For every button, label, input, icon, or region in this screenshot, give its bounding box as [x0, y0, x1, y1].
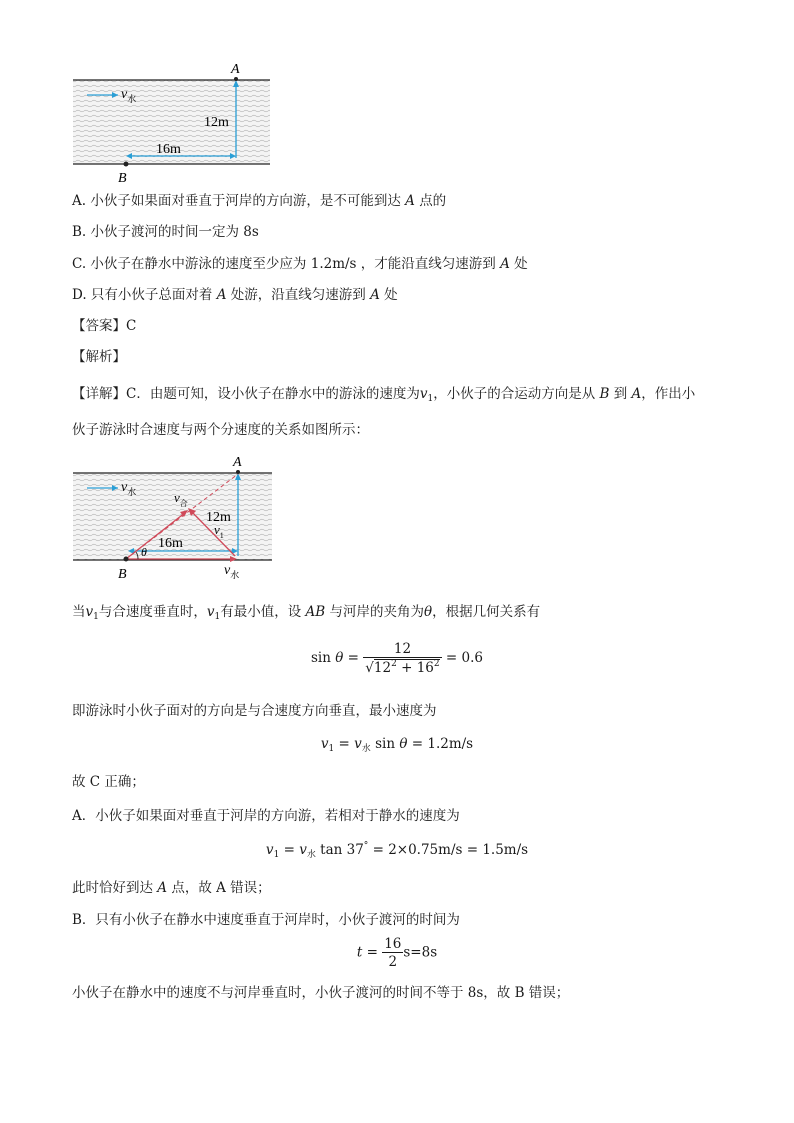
label-12m: 12m [204, 115, 229, 130]
para-7: 小伙子在静水中的速度不与河岸垂直时，小伙子渡河的时间不等于 8s，故 B 错误； [72, 985, 570, 1001]
equation-4: t = $\frac{16}{2}$ s=8s [356, 936, 438, 970]
label-theta: θ [141, 545, 147, 559]
point-b [124, 162, 129, 167]
option-b: B. 小伙子渡河的时间一定为 8s [72, 224, 259, 240]
equation-1: sin θ = $\frac{12}{√12^2 + 16^2}$ = 0.6 [310, 641, 483, 676]
label-v-water-bottom: $v_水$ [224, 563, 240, 580]
label-16m: 16m [158, 536, 183, 551]
label-a: A [231, 62, 240, 77]
para-6: B．只有小伙子在静水中速度垂直于河岸时，小伙子渡河的时间为 [72, 912, 460, 928]
detail-line-1: 【详解】C．由题可知，设小伙子在静水中的游泳的速度为$v_1$，小伙子的合运动方向是从 B 到 A，作出小 [72, 386, 696, 404]
option-a: A. 小伙子如果面对垂直于河岸的方向游，是不可能到达 A 点的 [72, 193, 447, 209]
point-a [234, 77, 238, 81]
option-c: C. 小伙子在静水中游泳的速度至少应为 1.2m/s ，才能沿直线匀速游到 A 处 [72, 256, 528, 272]
river-figure-2 [60, 452, 290, 584]
para-3: 故 C 正确； [72, 774, 145, 790]
label-v-resultant: $v_合$ [174, 490, 188, 508]
detail-line-2: 伙子游泳时合速度与两个分速度的关系如图所示： [72, 422, 369, 438]
label-v-water-top: $v_水$ [121, 480, 137, 497]
label-b: B [118, 567, 127, 582]
para-2: 即游泳时小伙子面对的方向是与合速度方向垂直，最小速度为 [72, 703, 437, 719]
equation-2: $v_1 = v_水$ sin θ = 1.2m/s [320, 736, 474, 754]
label-b: B [118, 171, 127, 186]
label-a: A [233, 455, 242, 470]
para-4: A．小伙子如果面对垂直于河岸的方向游，若相对于静水的速度为 [72, 808, 460, 824]
para-5: 此时恰好到达 A 点，故 A 错误； [72, 880, 271, 896]
label-16m: 16m [156, 142, 181, 157]
analysis-label: 【解析】 [72, 349, 126, 365]
para-1: 当$v_1$与合速度垂直时，$v_1$有最小值，设 AB 与河岸的夹角为θ，根据几何关系有 [72, 604, 541, 622]
point-a [236, 470, 240, 474]
river-figure-1 [60, 58, 290, 188]
option-d: D. 只有小伙子总面对着 A 处游，沿直线匀速游到 A 处 [72, 287, 398, 303]
point-b [124, 557, 129, 562]
equation-3: $v_1 = v_水$ tan 37° = 2×0.75m/s = 1.5m/s [265, 841, 529, 860]
answer: 【答案】C [72, 318, 137, 334]
label-v-water: $v_水$ [121, 87, 137, 104]
label-v1: $v_1$ [214, 522, 224, 540]
label-12m: 12m [206, 510, 231, 525]
